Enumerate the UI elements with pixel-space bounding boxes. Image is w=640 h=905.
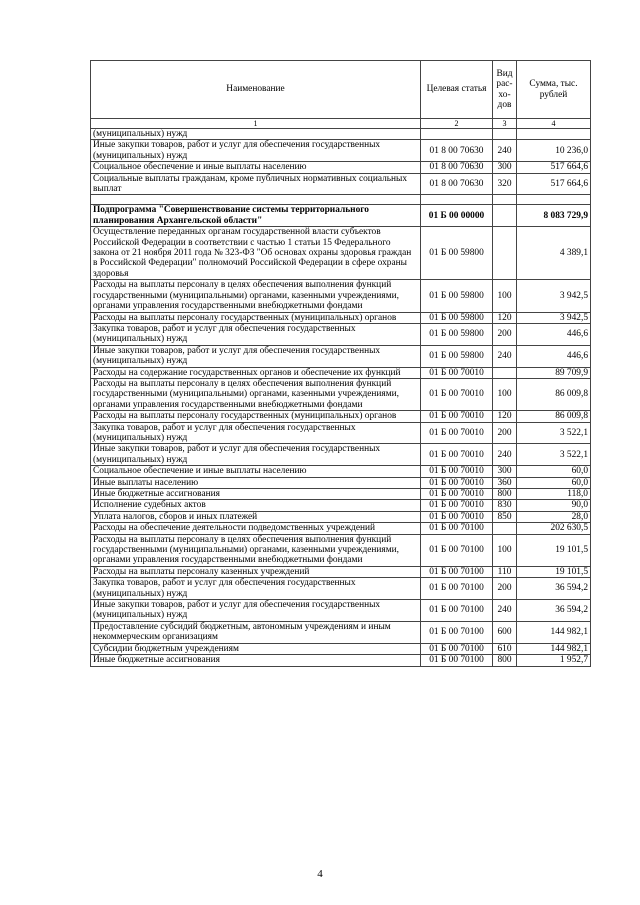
cell-code: 01 Б 00 70100 — [421, 600, 493, 622]
cell-code: 01 Б 00 70100 — [421, 523, 493, 534]
table-row — [91, 534, 591, 566]
cell-vid: 200 — [493, 422, 517, 444]
cell-sum: 202 630,5 — [517, 523, 591, 534]
cell-code: 01 Б 00 70100 — [421, 534, 493, 566]
cell-name: Подпрограмма "Совершенствование системы территориального планирования Архангельской области" — [91, 205, 421, 227]
cell-name: Иные бюджетные ассигнования — [91, 489, 421, 500]
cell-name: Расходы на выплаты персоналу в целях обеспечения выполнения функций государственными (муниципальными) органами, казенными учреждениями, органами управления государственными внебюджетными фондами — [91, 378, 421, 410]
cell-sum: 144 982,1 — [517, 621, 591, 643]
header-code: Целевая статья — [421, 61, 493, 119]
cell-vid: 850 — [493, 511, 517, 522]
cell-sum: 86 009,8 — [517, 411, 591, 422]
cell-vid: 200 — [493, 578, 517, 600]
table-row — [91, 422, 591, 444]
cell-sum: 8 083 729,9 — [517, 205, 591, 227]
cell-name: Закупка товаров, работ и услуг для обеспечения государственных (муниципальных) нужд — [91, 422, 421, 444]
column-number: 3 — [493, 119, 517, 129]
header-name: Наименование — [91, 61, 421, 119]
cell-vid — [493, 367, 517, 378]
cell-vid: 110 — [493, 566, 517, 577]
cell-vid: 120 — [493, 411, 517, 422]
cell-code: 01 Б 00 70010 — [421, 489, 493, 500]
table-row — [91, 511, 591, 522]
cell-code: 01 Б 00 70010 — [421, 466, 493, 477]
budget-table — [90, 60, 591, 667]
table-row — [91, 489, 591, 500]
cell-name: (муниципальных) нужд — [91, 129, 421, 140]
cell-code: 01 Б 00 59800 — [421, 323, 493, 345]
cell-sum: 446,6 — [517, 345, 591, 367]
header-vid: Вид рас-хо-дов — [493, 61, 517, 119]
header-sum: Сумма, тыс. рублей — [517, 61, 591, 119]
cell-sum: 144 982,1 — [517, 643, 591, 654]
cell-name: Расходы на выплаты персоналу в целях обеспечения выполнения функций государственными (муниципальными) органами, казенными учреждениями, органами управления государственными внебюджетными фондами — [91, 534, 421, 566]
cell-sum: 60,0 — [517, 466, 591, 477]
cell-vid: 300 — [493, 162, 517, 173]
cell-code: 01 Б 00 70100 — [421, 578, 493, 600]
cell-code: 01 Б 00 70010 — [421, 378, 493, 410]
table-row — [91, 477, 591, 488]
column-number: 2 — [421, 119, 493, 129]
cell-code — [421, 129, 493, 140]
cell-sum: 28,0 — [517, 511, 591, 522]
cell-vid: 800 — [493, 489, 517, 500]
cell-name: Расходы на выплаты персоналу государственных (муниципальных) органов — [91, 312, 421, 323]
cell-sum: 10 236,0 — [517, 140, 591, 162]
cell-sum: 19 101,5 — [517, 534, 591, 566]
cell-code: 01 Б 00 00000 — [421, 205, 493, 227]
cell-vid: 120 — [493, 312, 517, 323]
cell-name: Расходы на выплаты персоналу казенных учреждений — [91, 566, 421, 577]
cell-name: Социальное обеспечение и иные выплаты населению — [91, 466, 421, 477]
cell-sum: 60,0 — [517, 477, 591, 488]
cell-name: Осуществление переданных органам государственной власти субъектов Российской Федерации в соответствии с частью 1 статьи 15 Федерального закона от 21 ноября 2011 года № 323-ФЗ "Об основах охраны здоровья граждан в Российской Федерации" полномочий Российской Федерации в сфере охраны здоровья — [91, 227, 421, 280]
cell-sum: 36 594,2 — [517, 600, 591, 622]
cell-code: 01 Б 00 70010 — [421, 511, 493, 522]
cell-name: Расходы на выплаты персоналу государственных (муниципальных) органов — [91, 411, 421, 422]
cell-name: Уплата налогов, сборов и иных платежей — [91, 511, 421, 522]
cell-code: 01 Б 00 70100 — [421, 566, 493, 577]
table-row — [91, 411, 591, 422]
cell-name: Иные закупки товаров, работ и услуг для обеспечения государственных (муниципальных) нужд — [91, 140, 421, 162]
table-body — [91, 129, 591, 667]
cell-name: Иные закупки товаров, работ и услуг для обеспечения государственных (муниципальных) нужд — [91, 345, 421, 367]
table-row — [91, 500, 591, 511]
cell-name: Расходы на обеспечение деятельности подведомственных учреждений — [91, 523, 421, 534]
cell-name: Исполнение судебных актов — [91, 500, 421, 511]
column-number: 4 — [517, 119, 591, 129]
table-header — [91, 61, 591, 129]
cell-code: 01 Б 00 70100 — [421, 655, 493, 666]
table-row — [91, 367, 591, 378]
cell-code: 01 Б 00 70100 — [421, 621, 493, 643]
table-row — [91, 173, 591, 195]
cell-name: Иные выплаты населению — [91, 477, 421, 488]
cell-sum: 3 942,5 — [517, 280, 591, 312]
table-row — [91, 378, 591, 410]
cell-vid: 320 — [493, 173, 517, 195]
cell-vid: 610 — [493, 643, 517, 654]
cell-code: 01 Б 00 70010 — [421, 444, 493, 466]
table-row — [91, 600, 591, 622]
cell-vid: 800 — [493, 655, 517, 666]
cell-name: Расходы на содержание государственных органов и обеспечение их функций — [91, 367, 421, 378]
cell-vid: 360 — [493, 477, 517, 488]
cell-vid — [493, 205, 517, 227]
cell-vid: 300 — [493, 466, 517, 477]
spacer-row — [91, 195, 591, 205]
cell-vid: 240 — [493, 444, 517, 466]
table-row — [91, 312, 591, 323]
cell-name: Субсидии бюджетным учреждениям — [91, 643, 421, 654]
table-row — [91, 162, 591, 173]
cell-sum: 3 522,1 — [517, 422, 591, 444]
column-number: 1 — [91, 119, 421, 129]
cell-sum: 89 709,9 — [517, 367, 591, 378]
cell-code: 01 Б 00 70100 — [421, 643, 493, 654]
table-row — [91, 345, 591, 367]
cell-code: 01 Б 00 59800 — [421, 280, 493, 312]
cell-name: Иные закупки товаров, работ и услуг для обеспечения государственных (муниципальных) нужд — [91, 444, 421, 466]
table-row — [91, 227, 591, 280]
cell-name — [91, 195, 421, 205]
cell-name: Иные закупки товаров, работ и услуг для обеспечения государственных (муниципальных) нужд — [91, 600, 421, 622]
cell-code: 01 8 00 70630 — [421, 173, 493, 195]
cell-sum: 446,6 — [517, 323, 591, 345]
table-row — [91, 643, 591, 654]
table-row — [91, 140, 591, 162]
cell-vid: 830 — [493, 500, 517, 511]
cell-sum — [517, 129, 591, 140]
table-row — [91, 566, 591, 577]
table-row — [91, 578, 591, 600]
cell-vid: 100 — [493, 534, 517, 566]
cell-code: 01 Б 00 59800 — [421, 345, 493, 367]
cell-sum: 517 664,6 — [517, 173, 591, 195]
cell-sum: 4 389,1 — [517, 227, 591, 280]
cell-vid — [493, 129, 517, 140]
table-row — [91, 523, 591, 534]
cell-sum: 118,0 — [517, 489, 591, 500]
cell-sum: 3 942,5 — [517, 312, 591, 323]
cell-code: 01 Б 00 70010 — [421, 477, 493, 488]
cell-sum: 3 522,1 — [517, 444, 591, 466]
cell-sum: 36 594,2 — [517, 578, 591, 600]
cell-vid: 200 — [493, 323, 517, 345]
cell-name: Закупка товаров, работ и услуг для обеспечения государственных (муниципальных) нужд — [91, 323, 421, 345]
cell-name: Социальные выплаты гражданам, кроме публичных нормативных социальных выплат — [91, 173, 421, 195]
cell-name: Социальное обеспечение и иные выплаты населению — [91, 162, 421, 173]
cell-sum — [517, 195, 591, 205]
cell-sum: 90,0 — [517, 500, 591, 511]
cell-code: 01 Б 00 70010 — [421, 367, 493, 378]
table-row — [91, 444, 591, 466]
cell-sum: 517 664,6 — [517, 162, 591, 173]
cell-vid: 100 — [493, 280, 517, 312]
cell-vid: 600 — [493, 621, 517, 643]
cell-code: 01 8 00 70630 — [421, 162, 493, 173]
cell-name: Предоставление субсидий бюджетным, автономным учреждениям и иным некоммерческим организациям — [91, 621, 421, 643]
cell-sum: 19 101,5 — [517, 566, 591, 577]
table-row — [91, 323, 591, 345]
cell-vid: 100 — [493, 378, 517, 410]
cell-vid: 240 — [493, 600, 517, 622]
cell-sum: 86 009,8 — [517, 378, 591, 410]
cell-name: Иные бюджетные ассигнования — [91, 655, 421, 666]
column-number-row — [91, 119, 591, 129]
table-row — [91, 621, 591, 643]
table-row — [91, 466, 591, 477]
cell-code: 01 Б 00 70010 — [421, 411, 493, 422]
cell-vid: 240 — [493, 140, 517, 162]
cell-name: Закупка товаров, работ и услуг для обеспечения государственных (муниципальных) нужд — [91, 578, 421, 600]
cell-code: 01 Б 00 59800 — [421, 312, 493, 323]
cell-name: Расходы на выплаты персоналу в целях обеспечения выполнения функций государственными (муниципальными) органами, казенными учреждениями, органами управления государственными внебюджетными фондами — [91, 280, 421, 312]
page-number: 4 — [317, 868, 323, 880]
cell-vid — [493, 523, 517, 534]
cell-vid — [493, 195, 517, 205]
table-row — [91, 129, 591, 140]
cell-code: 01 Б 00 70010 — [421, 422, 493, 444]
cell-sum: 1 952,7 — [517, 655, 591, 666]
table-row — [91, 280, 591, 312]
cell-code: 01 Б 00 70010 — [421, 500, 493, 511]
cell-vid: 240 — [493, 345, 517, 367]
table-row — [91, 205, 591, 227]
cell-vid — [493, 227, 517, 280]
cell-code: 01 8 00 70630 — [421, 140, 493, 162]
cell-code — [421, 195, 493, 205]
table-row — [91, 655, 591, 666]
cell-code: 01 Б 00 59800 — [421, 227, 493, 280]
